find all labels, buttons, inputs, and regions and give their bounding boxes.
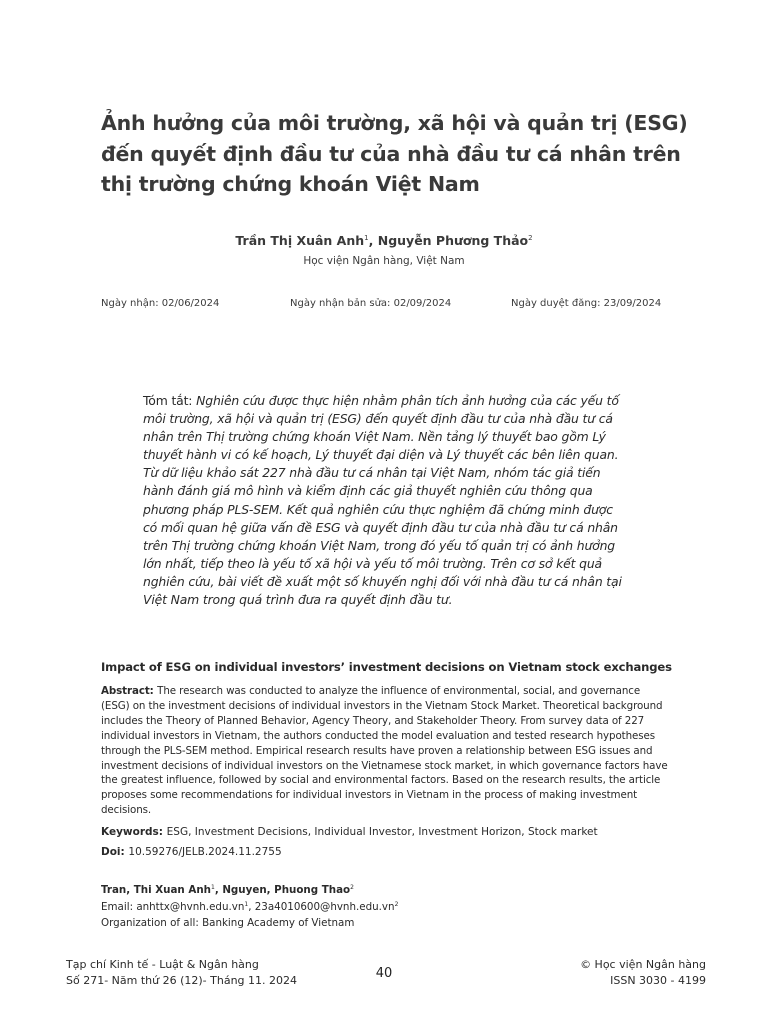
- keywords: [101, 826, 598, 838]
- abstract-label: Abstract:: [101, 685, 158, 697]
- journal-name: Tạp chí Kinh tế - Luật & Ngân hàng: [66, 958, 259, 971]
- keywords-text: ESG, Investment Decisions, Individual Investor, Investment Horizon, Stock market: [166, 826, 598, 838]
- page-number: 40: [375, 966, 393, 981]
- contact-author-marker: 2: [350, 884, 354, 891]
- email-address[interactable]: 23a4010600@hvnh.edu.vn: [254, 901, 395, 913]
- keywords-label: Keywords:: [101, 826, 167, 838]
- contact-email: [101, 901, 398, 913]
- author-name: Nguyễn Phương Thảo: [377, 233, 529, 248]
- contact-author-separator: ,: [214, 884, 223, 896]
- contact-author-name: Nguyen, Phuong Thao: [222, 884, 351, 896]
- email-marker: 1: [244, 901, 249, 908]
- affiliation: Học viện Ngân hàng, Việt Nam: [303, 255, 465, 267]
- doi: [101, 846, 282, 858]
- doi-link[interactable]: 10.59276/JELB.2024.11.2755: [128, 846, 282, 858]
- vietnamese-abstract: [143, 392, 629, 609]
- abstract-text: Nghiên cứu được thực hiện nhằm phân tích ảnh hưởng của các yếu tố môi trường, xã hội và quản trị (ESG) đến quyết định đầu tư của nhà đầu tư cá nhân trên Thị trường chứng khoán Việt Nam. Nền tảng lý thuyết bao gồm Lý thuyết hành vi có kế hoạch, Lý thuyết đại diện và Lý thuyết các bên liên quan. Từ dữ liệu khảo sát 227 nhà đầu tư cá nhân tại Việt Nam, nhóm tác giả tiến hành đánh giá mô hình và kiểm định các giả thuyết nghiên cứu thông qua phương pháp PLS-SEM. Kết quả nghiên cứu thực nghiệm đã chứng minh được có mối quan hệ giữa vấn đề ESG và quyết định đầu tư của nhà đầu tư cá nhân trên Thị trường chứng khoán Việt Nam, trong đó yếu tố quản trị có ảnh hưởng lớn nhất, tiếp theo là yếu tố xã hội và yếu tố môi trường. Trên cơ sở kết quả nghiên cứu, bài viết đề xuất một số khuyến nghị đối với nhà đầu tư cá nhân tại Việt Nam trong quá trình đưa ra quyết định đầu tư.: [143, 393, 622, 608]
- email-separator: ,: [248, 901, 255, 913]
- date-accepted: Ngày duyệt đăng: 23/09/2024: [511, 298, 662, 309]
- email-address[interactable]: anhttx@hvnh.edu.vn: [136, 901, 245, 913]
- article-title: Ảnh hưởng của môi trường, xã hội và quản trị (ESG) đến quyết định đầu tư của nhà đầu tư cá nhân trên thị trường chứng khoán Việt Nam: [101, 111, 688, 196]
- date-received: Ngày nhận: 02/06/2024: [101, 298, 220, 309]
- abstract-text: The research was conducted to analyze the influence of environmental, social, and governance (ESG) on the investment decisions of individual investors in the Vietnam Stock Market. Theoretical background includes the Theory of Planned Behavior, Agency Theory, and Stakeholder Theory. From survey data of 227 individual investors in Vietnam, the authors conducted the model evaluation and tested research hypotheses through the PLS-SEM method. Empirical research results have proven a relationship between ESG issues and investment decisions of individual investors on the Vietnamese stock market, in which governance factors have the greatest influence, followed by social and environmental factors. Based on the research results, the article proposes some recommendations for individual investors in Vietnam in the process of making investment decisions.: [101, 685, 668, 817]
- publisher-copyright: © Học viện Ngân hàng: [580, 958, 706, 971]
- issn: ISSN 3030 - 4199: [610, 974, 706, 987]
- date-revised: Ngày nhận bản sửa: 02/09/2024: [290, 298, 452, 309]
- organization: Organization of all: Banking Academy of Vietnam: [101, 917, 355, 929]
- email-label: Email:: [101, 901, 137, 913]
- contact-author-marker: 1: [210, 884, 215, 891]
- english-abstract: [101, 684, 671, 818]
- email-marker: 2: [394, 901, 399, 908]
- contact-author-name: Tran, Thi Xuan Anh: [101, 884, 211, 896]
- journal-issue: Số 271- Năm thứ 26 (12)- Tháng 11. 2024: [66, 974, 298, 987]
- author-list: [0, 233, 768, 248]
- english-title: Impact of ESG on individual investors’ investment decisions on Vietnam stock exchanges: [101, 660, 672, 674]
- abstract-label: Tóm tắt:: [143, 393, 197, 408]
- doi-label: Doi:: [101, 846, 129, 858]
- contact-authors: [101, 884, 354, 896]
- author-separator: ,: [368, 233, 378, 248]
- author-affiliation-marker: 1: [364, 234, 369, 242]
- publisher-info: [580, 957, 706, 989]
- author-affiliation-marker: 2: [528, 234, 533, 242]
- author-name: Trần Thị Xuân Anh: [235, 233, 365, 248]
